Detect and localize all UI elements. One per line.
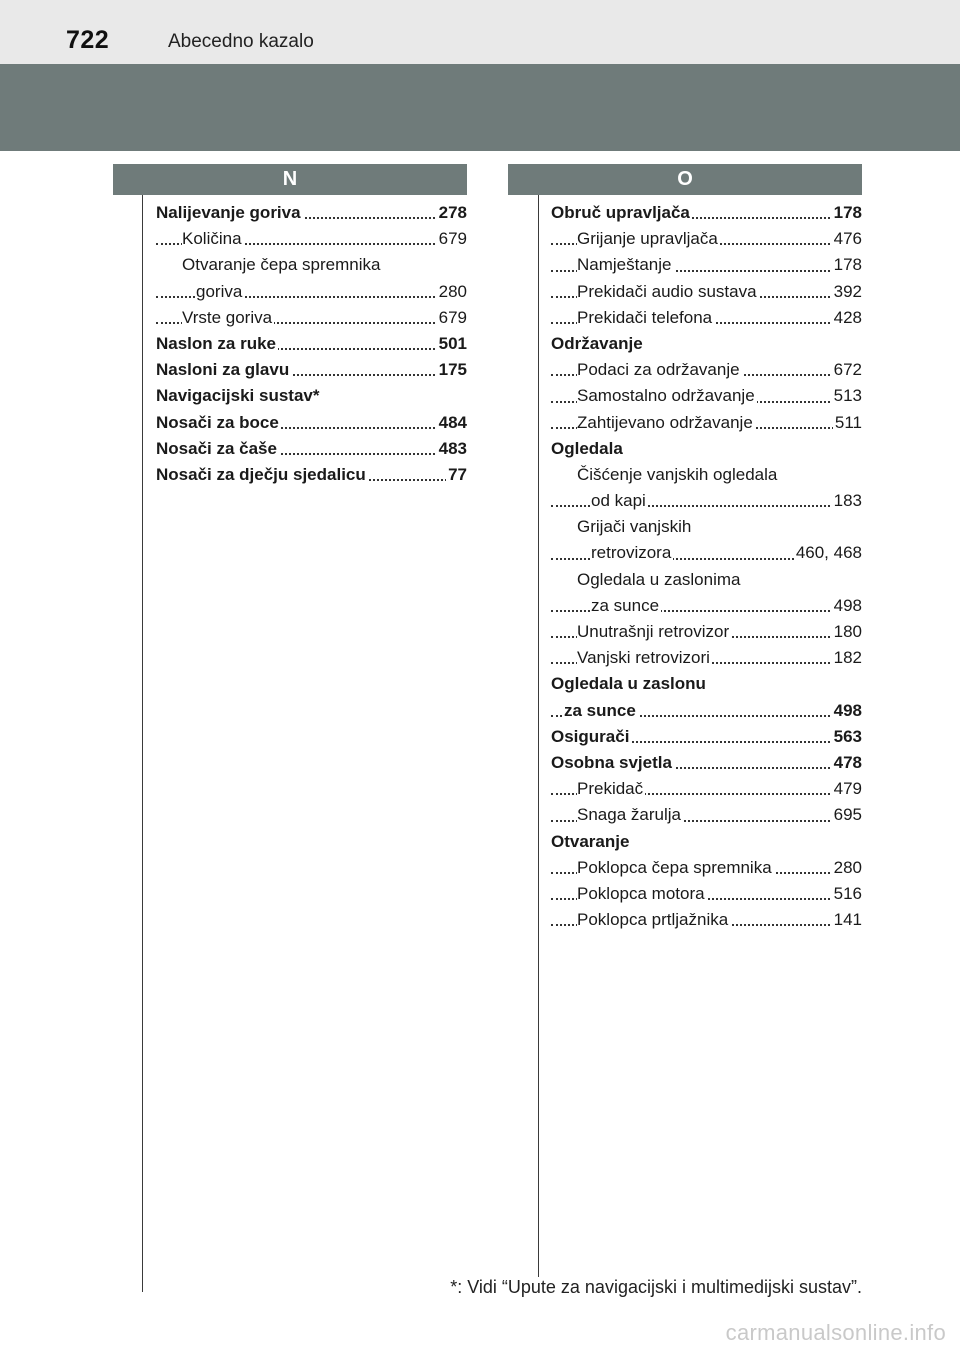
entry-page-ref[interactable]: 511 xyxy=(833,410,862,436)
index-entry xyxy=(551,619,862,645)
letter-heading-n: N xyxy=(113,164,467,195)
index-entry xyxy=(156,462,467,488)
entry-page-ref[interactable]: 392 xyxy=(832,279,862,305)
entry-text: Vrste goriva xyxy=(182,307,273,327)
entry-page-ref[interactable]: 280 xyxy=(437,279,467,305)
entry-text: Poklopca motora xyxy=(577,883,705,903)
entry-text: Čišćenje vanjskih ogledala xyxy=(577,464,778,484)
entry-page-ref[interactable]: 672 xyxy=(832,357,862,383)
index-entry xyxy=(156,200,467,226)
entry-page-ref[interactable]: 479 xyxy=(832,776,862,802)
entry-text: Otvaranje čepa spremnika xyxy=(182,255,381,275)
entry-text: Otvaranje xyxy=(551,831,630,851)
section-title: Abecedno kazalo xyxy=(168,31,314,52)
index-entry xyxy=(156,436,467,462)
entry-page-ref[interactable]: 178 xyxy=(832,252,862,278)
index-entry xyxy=(551,331,862,357)
page-number: 722 xyxy=(66,26,110,54)
column-divider-right xyxy=(538,195,539,1297)
entry-text: Unutrašnji retrovizor xyxy=(577,622,730,641)
index-entry xyxy=(551,802,862,828)
entry-text: Ogledala u zaslonu xyxy=(551,674,706,694)
entry-text: retrovizora xyxy=(591,543,672,563)
entry-text: Naslon za ruke xyxy=(156,333,276,353)
index-entry xyxy=(156,305,467,331)
entry-text: od kapi xyxy=(591,491,646,511)
entry-page-ref[interactable]: 483 xyxy=(437,436,467,462)
entry-text: Podaci za održavanje xyxy=(577,360,740,380)
entry-text: Navigacijski sustav* xyxy=(156,386,320,406)
entry-text: Grijanje upravljača xyxy=(577,229,718,249)
index-entry xyxy=(551,462,862,488)
index-entry xyxy=(551,698,862,724)
entry-text: Poklopca prtljažnika xyxy=(577,910,729,930)
entry-text: Osobna svjetla xyxy=(551,752,672,772)
index-entry xyxy=(551,881,862,907)
entry-text: Nosači za čaše xyxy=(156,438,277,458)
index-entry xyxy=(551,383,862,409)
index-entry xyxy=(551,750,862,776)
entry-text: goriva xyxy=(196,281,243,301)
entry-text: Nosači za boce xyxy=(156,412,279,432)
entry-text: Osigurači xyxy=(551,726,630,746)
letter-heading-o: O xyxy=(508,164,862,195)
entry-page-ref[interactable]: 280 xyxy=(832,855,862,881)
index-entry xyxy=(551,540,862,566)
index-entry xyxy=(551,305,862,331)
entry-page-ref[interactable]: 516 xyxy=(832,881,862,907)
entry-text: za sunce xyxy=(591,595,660,615)
entry-page-ref[interactable]: 498 xyxy=(832,698,862,724)
entry-page-ref[interactable]: 278 xyxy=(437,200,467,226)
index-entry xyxy=(551,645,862,671)
entry-text: Nalijevanje goriva xyxy=(156,203,301,222)
index-entry xyxy=(156,331,467,357)
index-entry xyxy=(551,357,862,383)
index-entry xyxy=(156,252,467,278)
index-entry xyxy=(156,410,467,436)
entry-text: Količina xyxy=(182,229,242,249)
index-entry xyxy=(156,279,467,305)
entry-page-ref[interactable]: 679 xyxy=(437,226,467,252)
index-entry xyxy=(551,279,862,305)
entry-text: Snaga žarulja xyxy=(577,805,681,825)
entry-text: Prekidači audio sustava xyxy=(577,281,757,301)
entry-text: Ogledala u zaslonima xyxy=(577,569,741,589)
header-band xyxy=(0,64,960,151)
entry-text: Namještanje xyxy=(577,255,672,275)
entry-page-ref[interactable]: 513 xyxy=(832,383,862,409)
column-divider-left xyxy=(142,195,143,1292)
entry-page-ref[interactable]: 175 xyxy=(437,357,467,383)
index-entry xyxy=(551,252,862,278)
entry-page-ref[interactable]: 77 xyxy=(446,462,467,488)
entry-text: Zahtijevano održavanje xyxy=(577,412,753,432)
index-entry xyxy=(551,671,862,697)
entry-text: za sunce xyxy=(564,700,636,720)
index-entry xyxy=(156,226,467,252)
entry-page-ref[interactable]: 182 xyxy=(832,645,862,671)
watermark: carmanualsonline.info xyxy=(725,1320,946,1345)
entry-page-ref[interactable]: 428 xyxy=(832,305,862,331)
entry-page-ref[interactable]: 180 xyxy=(832,619,862,645)
index-entry xyxy=(551,436,862,462)
entry-page-ref[interactable]: 679 xyxy=(437,305,467,331)
entry-page-ref[interactable]: 695 xyxy=(832,802,862,828)
entry-text: Poklopca čepa spremnika xyxy=(577,857,772,877)
entry-text: Obruč upravljača xyxy=(551,203,690,222)
index-entry xyxy=(551,514,862,540)
index-entry xyxy=(551,829,862,855)
footnote: *: Vidi “Upute za navigacijski i multimedijski sustav”. xyxy=(446,1277,862,1298)
index-entry xyxy=(551,724,862,750)
index-entry xyxy=(551,226,862,252)
top-bar xyxy=(0,0,960,64)
index-entry xyxy=(156,357,467,383)
entry-text: Prekidači telefona xyxy=(577,307,713,327)
index-entry xyxy=(551,776,862,802)
index-entry xyxy=(551,488,862,514)
entry-page-ref[interactable]: 501 xyxy=(437,331,467,357)
entry-page-ref[interactable]: 476 xyxy=(832,226,862,252)
index-entry xyxy=(551,593,862,619)
entry-page-ref[interactable]: 498 xyxy=(832,593,862,619)
entry-text: Ogledala xyxy=(551,438,623,458)
entry-page-ref[interactable]: 478 xyxy=(832,750,862,776)
entry-page-ref[interactable]: 178 xyxy=(832,200,862,226)
index-entry xyxy=(551,567,862,593)
entry-text: Samostalno održavanje xyxy=(577,386,755,406)
entry-page-ref[interactable]: 563 xyxy=(832,724,862,750)
entry-page-ref[interactable]: 141 xyxy=(832,907,862,933)
entry-page-ref[interactable]: 183 xyxy=(832,488,862,514)
entry-page-ref[interactable]: 484 xyxy=(437,410,467,436)
entry-text: Održavanje xyxy=(551,333,643,353)
entry-text: Prekidač xyxy=(577,779,644,799)
entry-text: Nasloni za glavu xyxy=(156,360,290,380)
index-entry xyxy=(551,200,862,226)
index-column-n xyxy=(156,200,467,488)
index-entry xyxy=(551,410,862,436)
index-entry xyxy=(551,855,862,881)
entry-text: Grijači vanjskih xyxy=(577,517,692,537)
entry-page-ref[interactable]: 460, 468 xyxy=(794,540,862,566)
index-entry xyxy=(551,907,862,933)
entry-text: Vanjski retrovizori xyxy=(577,648,710,668)
entry-text: Nosači za dječju sjedalicu xyxy=(156,464,366,484)
index-column-o xyxy=(551,200,862,933)
index-entry xyxy=(156,383,467,409)
